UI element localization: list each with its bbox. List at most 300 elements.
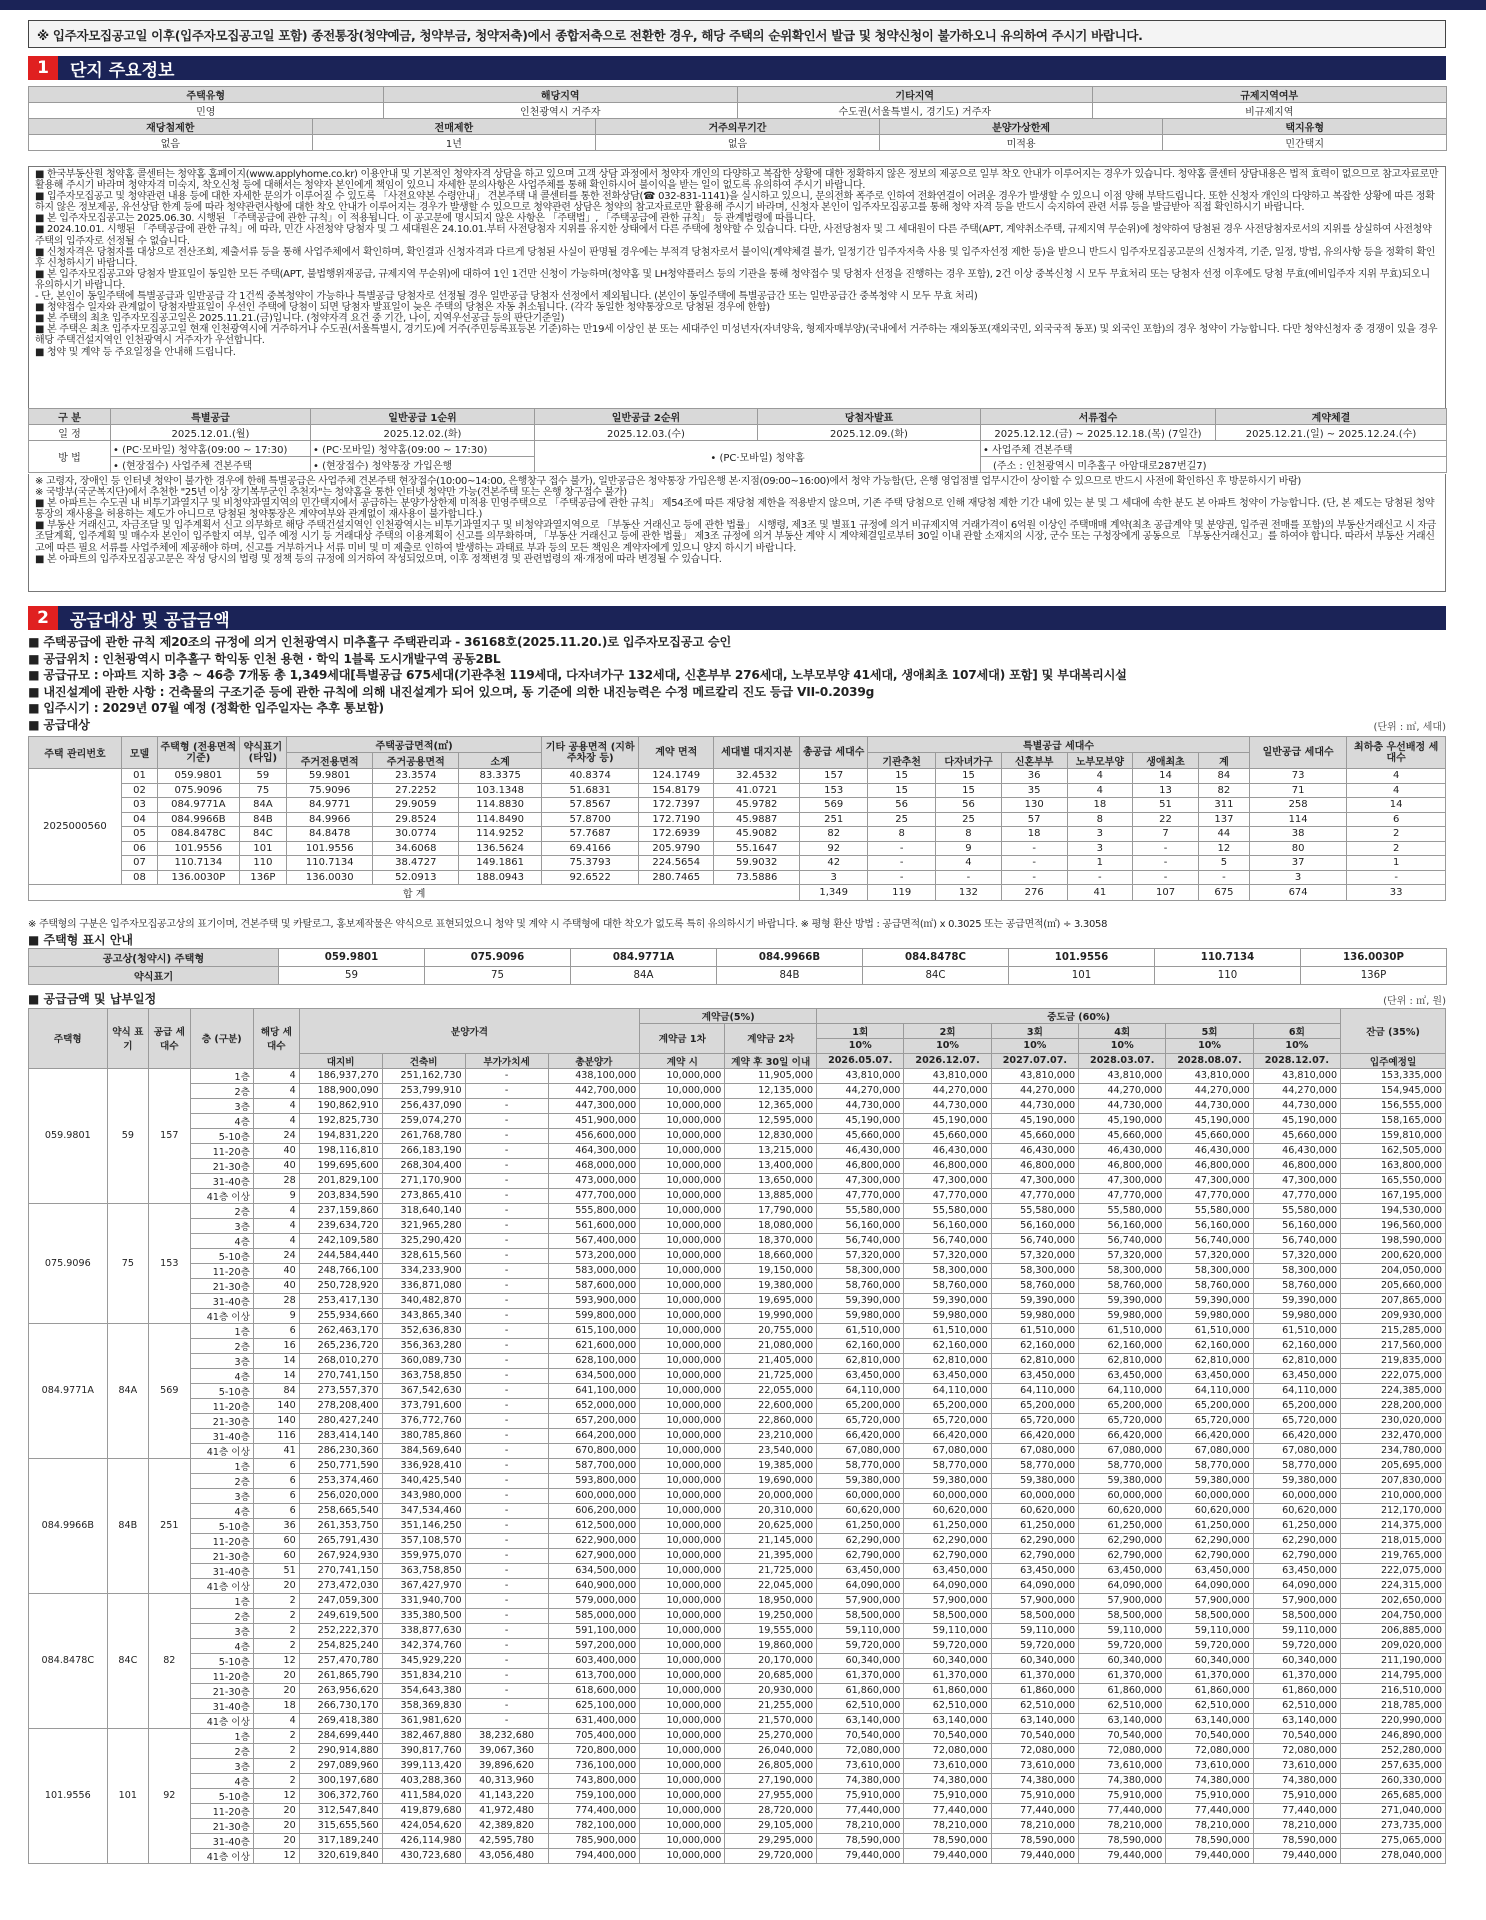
supply-cell: 188.0943 [459, 870, 542, 885]
deposit-1: 10,000,000 [640, 1173, 725, 1188]
info-value: 없음 [29, 135, 313, 151]
building-price: 367,427,970 [382, 1578, 465, 1593]
supply-cell: 172.7190 [639, 812, 714, 827]
supply-cell: 40.8374 [542, 769, 639, 784]
total-price: 591,100,000 [548, 1623, 640, 1638]
balance: 273,735,000 [1341, 1818, 1446, 1833]
land-price: 300,197,680 [299, 1773, 382, 1788]
mid-payment: 62,810,000 [1253, 1353, 1340, 1368]
mid-payment: 58,760,000 [1253, 1278, 1340, 1293]
balance: 275,065,000 [1341, 1833, 1446, 1848]
vat: - [465, 1473, 548, 1488]
supply-cell: 52.0913 [373, 870, 459, 885]
mid-payment: 58,760,000 [991, 1278, 1078, 1293]
mid-payment: 60,620,000 [904, 1503, 991, 1518]
total-price: 759,100,000 [548, 1788, 640, 1803]
mid-payment: 79,440,000 [1166, 1848, 1253, 1863]
mid-payment: 46,430,000 [1166, 1143, 1253, 1158]
balance: 260,330,000 [1341, 1773, 1446, 1788]
count: 2 [253, 1758, 299, 1773]
floor: 21-30층 [190, 1278, 253, 1293]
mid-payment: 63,450,000 [817, 1563, 904, 1578]
vat: - [465, 1458, 548, 1473]
floor: 31-40층 [190, 1293, 253, 1308]
deposit-1: 10,000,000 [640, 1608, 725, 1623]
table-row [29, 1143, 1446, 1158]
mid-payment: 62,290,000 [817, 1533, 904, 1548]
supply-cell: - [868, 870, 936, 885]
total-price: 743,800,000 [548, 1773, 640, 1788]
mid-payment: 63,450,000 [1253, 1368, 1340, 1383]
table-row [29, 1788, 1446, 1803]
balance: 210,000,000 [1341, 1488, 1446, 1503]
deposit-1: 10,000,000 [640, 1578, 725, 1593]
price-header: 3회 [991, 1024, 1078, 1039]
notice-bullet: ■ 청약 및 계약 등 주요일정을 안내해 드립니다. [35, 346, 236, 358]
mid-payment: 56,740,000 [904, 1233, 991, 1248]
deposit-1: 10,000,000 [640, 1818, 725, 1833]
count: 24 [253, 1128, 299, 1143]
supply-cell: 73 [1249, 769, 1346, 784]
deposit-1: 10,000,000 [640, 1158, 725, 1173]
supply-cell: 38.4727 [373, 856, 459, 871]
mid-payment: 44,730,000 [991, 1098, 1078, 1113]
deposit-2: 22,600,000 [725, 1398, 817, 1413]
supply-cell: 110.7134 [158, 856, 240, 871]
supply-header: 일반공급 세대수 [1249, 737, 1346, 769]
deposit-1: 10,000,000 [640, 1803, 725, 1818]
deposit-1: 10,000,000 [640, 1203, 725, 1218]
total-price: 670,800,000 [548, 1443, 640, 1458]
mid-payment: 78,210,000 [991, 1818, 1078, 1833]
deposit-1: 10,000,000 [640, 1068, 725, 1083]
supply-cell: 075.9096 [158, 783, 240, 798]
supply-cell: 44 [1198, 827, 1249, 842]
mid-payment: 46,800,000 [1253, 1158, 1340, 1173]
building-price: 343,980,000 [382, 1488, 465, 1503]
vat: - [465, 1263, 548, 1278]
deposit-2: 19,250,000 [725, 1608, 817, 1623]
table-row [29, 1068, 1446, 1083]
price-header: 2026.12.07. [904, 1053, 991, 1068]
mid-payment: 45,660,000 [991, 1128, 1078, 1143]
price-header: 주택형 [29, 1009, 108, 1069]
mid-payment: 57,320,000 [1253, 1248, 1340, 1263]
supply-cell: 59.9801 [287, 769, 373, 784]
mid-payment: 62,510,000 [1253, 1698, 1340, 1713]
price-units: 569 [149, 1323, 190, 1458]
deposit-1: 10,000,000 [640, 1653, 725, 1668]
mid-payment: 58,300,000 [1079, 1263, 1166, 1278]
mid-payment: 64,090,000 [1253, 1578, 1340, 1593]
supply-cell: 56 [936, 798, 1002, 813]
mid-payment: 78,590,000 [817, 1833, 904, 1848]
notice-bullet: ■ 본 아파트는 수도권 내 비투기과열지구 및 비청약과열지역의 민간택지에서 공급하는 분양가상한제 미적용 민영주택으로 「주택공급에 관한 규칙」 제54조에 따른 재당첨 제한을 적용받지 않으며, 기존 주택 당첨으로 인해 재당첨 제한 기간 내에 있는 분 및 그 세대에 속한 분도 본 아파트 청약이 가능합니다. (단, 본 제도는 당첨된 청약통장의 재사용을 허용하는 제도가 아니므로 당첨된 청약통장은 계약여부와 관계없이 재사용이 불가합니다.) [35, 498, 1435, 521]
balance: 216,510,000 [1341, 1683, 1446, 1698]
deposit-1: 10,000,000 [640, 1398, 725, 1413]
mid-payment: 74,380,000 [1166, 1773, 1253, 1788]
table-row [29, 1773, 1446, 1788]
mid-payment: 45,190,000 [1079, 1113, 1166, 1128]
deposit-1: 10,000,000 [640, 1188, 725, 1203]
supply-header: 모델 [121, 737, 157, 769]
table-row [29, 1743, 1446, 1758]
mid-payment: 44,730,000 [1079, 1098, 1166, 1113]
supply-cell: 137 [1198, 812, 1249, 827]
count: 18 [253, 1698, 299, 1713]
mid-payment: 43,810,000 [904, 1068, 991, 1083]
balance: 246,890,000 [1341, 1728, 1446, 1743]
mid-payment: 79,440,000 [904, 1848, 991, 1863]
mid-payment: 58,760,000 [1079, 1278, 1166, 1293]
deposit-1: 10,000,000 [640, 1683, 725, 1698]
mid-payment: 63,140,000 [991, 1713, 1078, 1728]
mid-payment: 61,510,000 [1253, 1323, 1340, 1338]
deposit-1: 10,000,000 [640, 1413, 725, 1428]
mid-payment: 59,380,000 [904, 1473, 991, 1488]
balance: 204,050,000 [1341, 1263, 1446, 1278]
total-cell: 674 [1249, 885, 1346, 901]
balance: 207,865,000 [1341, 1293, 1446, 1308]
mid-payment: 47,770,000 [1166, 1188, 1253, 1203]
deposit-1: 10,000,000 [640, 1773, 725, 1788]
table-row [29, 1533, 1446, 1548]
mid-payment: 44,270,000 [904, 1083, 991, 1098]
table-row [29, 1398, 1446, 1413]
mid-payment: 64,090,000 [1166, 1578, 1253, 1593]
mid-payment: 59,720,000 [991, 1638, 1078, 1653]
table-row [29, 1623, 1446, 1638]
supply-cell: 84B [239, 812, 287, 827]
price-header: 잔금 (35%) [1341, 1009, 1446, 1054]
mid-payment: 58,300,000 [1166, 1263, 1253, 1278]
vat: 39,067,360 [465, 1743, 548, 1758]
deposit-1: 10,000,000 [640, 1518, 725, 1533]
notice-bullet: ■ 본 아파트의 입주자모집공고문은 작성 당시의 법령 및 정책 등의 규정에 의거하여 작성되었으며, 이후 정책변경 및 관련법령의 재·개정에 따라 변경될 수 있습니다. [35, 553, 722, 565]
supply-cell: 12 [1198, 841, 1249, 856]
mid-payment: 56,160,000 [1079, 1218, 1166, 1233]
supply-cell: 08 [121, 870, 157, 885]
vat: - [465, 1188, 548, 1203]
type-short: 101 [1009, 967, 1155, 985]
mid-payment: 46,800,000 [904, 1158, 991, 1173]
supply-cell: 114.8830 [459, 798, 542, 813]
mid-payment: 75,910,000 [1079, 1788, 1166, 1803]
mid-payment: 62,790,000 [1166, 1548, 1253, 1563]
mid-payment: 46,800,000 [1079, 1158, 1166, 1173]
mid-payment: 60,620,000 [1166, 1503, 1253, 1518]
mid-payment: 62,810,000 [1166, 1353, 1253, 1368]
supply-cell: 02 [121, 783, 157, 798]
floor: 31-40층 [190, 1833, 253, 1848]
building-price: 268,304,400 [382, 1158, 465, 1173]
mid-payment: 55,580,000 [991, 1203, 1078, 1218]
balance: 153,335,000 [1341, 1068, 1446, 1083]
price-type: 101.9556 [29, 1728, 108, 1863]
mid-payment: 61,510,000 [1079, 1323, 1166, 1338]
total-price: 657,200,000 [548, 1413, 640, 1428]
supply-cell: 45.9782 [714, 798, 800, 813]
land-price: 194,831,220 [299, 1128, 382, 1143]
mid-payment: 65,200,000 [1253, 1398, 1340, 1413]
supply-cell: - [1198, 870, 1249, 885]
floor: 41층 이상 [190, 1713, 253, 1728]
mid-payment: 62,160,000 [1079, 1338, 1166, 1353]
building-price: 351,834,210 [382, 1668, 465, 1683]
deposit-2: 19,990,000 [725, 1308, 817, 1323]
supply-cell: 110.7134 [287, 856, 373, 871]
type-full: 084.9966B [717, 949, 863, 967]
mid-payment: 63,140,000 [1253, 1713, 1340, 1728]
count: 140 [253, 1398, 299, 1413]
top-bar [0, 0, 1486, 10]
mid-payment: 70,540,000 [1253, 1728, 1340, 1743]
deposit-1: 10,000,000 [640, 1293, 725, 1308]
total-price: 615,100,000 [548, 1323, 640, 1338]
floor: 31-40층 [190, 1428, 253, 1443]
deposit-1: 10,000,000 [640, 1428, 725, 1443]
table-row [29, 1698, 1446, 1713]
supply-header: 최하층 우선배정 세대수 [1347, 737, 1446, 769]
schedule-header: 계약체결 [1216, 409, 1447, 425]
deposit-1: 10,000,000 [640, 1383, 725, 1398]
mid-payment: 61,250,000 [904, 1518, 991, 1533]
total-price: 794,400,000 [548, 1848, 640, 1863]
table-row [29, 1278, 1446, 1293]
mid-payment: 56,740,000 [1166, 1233, 1253, 1248]
vat: - [465, 1368, 548, 1383]
mid-payment: 59,380,000 [817, 1473, 904, 1488]
mid-payment: 63,450,000 [1079, 1563, 1166, 1578]
price-table [28, 1008, 1446, 1864]
count: 20 [253, 1578, 299, 1593]
mid-payment: 62,790,000 [991, 1548, 1078, 1563]
mid-payment: 57,900,000 [904, 1593, 991, 1608]
mid-payment: 58,500,000 [904, 1608, 991, 1623]
deposit-2: 19,385,000 [725, 1458, 817, 1473]
mid-payment: 59,980,000 [1079, 1308, 1166, 1323]
building-price: 384,569,640 [382, 1443, 465, 1458]
supply-cell: 41.0721 [714, 783, 800, 798]
total-price: 464,300,000 [548, 1143, 640, 1158]
mid-payment: 66,420,000 [1253, 1428, 1340, 1443]
supply-cell: 38 [1249, 827, 1346, 842]
supply-cell: 114 [1249, 812, 1346, 827]
type-full: 101.9556 [1009, 949, 1155, 967]
supply-cell: 71 [1249, 783, 1346, 798]
mid-payment: 59,110,000 [1253, 1623, 1340, 1638]
mid-payment: 65,720,000 [1166, 1413, 1253, 1428]
balance: 167,195,000 [1341, 1188, 1446, 1203]
count: 20 [253, 1833, 299, 1848]
mid-payment: 59,110,000 [817, 1623, 904, 1638]
supply-cell: 15 [868, 769, 936, 784]
section-number: 1 [28, 56, 58, 80]
deposit-1: 10,000,000 [640, 1848, 725, 1863]
supply-cell: - [1133, 870, 1199, 885]
balance: 218,015,000 [1341, 1533, 1446, 1548]
supply-cell: 136.0030P [158, 870, 240, 885]
price-header: 2028.03.07. [1079, 1053, 1166, 1068]
price-header: 10% [991, 1039, 1078, 1054]
supply-cell: 172.6939 [639, 827, 714, 842]
total-price: 613,700,000 [548, 1668, 640, 1683]
table-row [29, 1353, 1446, 1368]
mid-payment: 44,270,000 [1079, 1083, 1166, 1098]
mid-payment: 62,160,000 [991, 1338, 1078, 1353]
deposit-1: 10,000,000 [640, 1218, 725, 1233]
deposit-1: 10,000,000 [640, 1788, 725, 1803]
mid-payment: 73,610,000 [991, 1758, 1078, 1773]
table-row [29, 1113, 1446, 1128]
info-header: 택지유형 [1163, 119, 1447, 135]
price-short: 101 [107, 1728, 148, 1863]
price-units: 157 [149, 1068, 190, 1203]
notice-bullet: ■ 2024.10.01. 시행된 「주택공급에 관한 규칙」에 따라, 민간 사전청약 당첨자 및 그 세대원은 24.10.01.부터 사전당첨자 지위를 유지한 상태에서 다른 주택에 청약할 수 있습니다. 다만, 사전당첨자 및 그 세대원이 다른 주택(APT, 계약취소주택, 규제지역 무순위)에 청약하여 당첨된 경우 사전당첨자로서의 지위를 상실하여 사전청약 주택의 입주자로 선정될 수 없습니다. [35, 224, 1432, 247]
supply-cell: 84.9966 [287, 812, 373, 827]
mid-payment: 59,720,000 [817, 1638, 904, 1653]
supply-note: ※ 주택형의 구분은 입주자모집공고상의 표기이며, 견본주택 및 카탈로그, 홍보제작물은 약식으로 표현되었으니 청약 및 계약 시 주택형에 대한 착오가 없도록 특히 유의하시기 바랍니다. ※ 평형 환산 방법 : 공급면적(㎡) x 0.3025 또는 공급면적(㎡) ÷ 3.3058 [28, 919, 1108, 930]
mid-payment: 64,110,000 [904, 1383, 991, 1398]
supply-cell: 1 [1347, 856, 1446, 871]
building-price: 399,113,420 [382, 1758, 465, 1773]
mid-payment: 60,000,000 [817, 1488, 904, 1503]
mid-payment: 60,000,000 [1166, 1488, 1253, 1503]
mid-payment: 67,080,000 [1166, 1443, 1253, 1458]
supply-cell: 8 [936, 827, 1002, 842]
mid-payment: 66,420,000 [817, 1428, 904, 1443]
notice-bullet: ※ 국방부(국군복지단)에서 추천한 "25년 이상 장기복무군인 추천자"는 청약홈을 통한 인터넷 청약만 가능(견본주택 또는 은행 창구접수 불가) [35, 487, 627, 499]
table-row [29, 1473, 1446, 1488]
table-row [29, 1338, 1446, 1353]
price-header: 분양가격 [299, 1009, 640, 1054]
mid-payment: 58,770,000 [817, 1458, 904, 1473]
mid-payment: 62,510,000 [1166, 1698, 1253, 1713]
mid-payment: 46,430,000 [904, 1143, 991, 1158]
deposit-1: 10,000,000 [640, 1458, 725, 1473]
notice-bullet: ■ 본 입주자모집공고는 2025.06.30. 시행된 「주택공급에 관한 규칙」이 적용됩니다. 이 공고문에 명시되지 않은 사항은 「주택법」, 「주택공급에 관한 규칙」 등 관계법령에 따릅니다. [35, 213, 816, 225]
mid-payment: 57,900,000 [1166, 1593, 1253, 1608]
total-price: 641,100,000 [548, 1383, 640, 1398]
mid-payment: 47,300,000 [817, 1173, 904, 1188]
deposit-1: 10,000,000 [640, 1323, 725, 1338]
building-price: 256,437,090 [382, 1098, 465, 1113]
mid-payment: 61,370,000 [904, 1668, 991, 1683]
vat: - [465, 1068, 548, 1083]
building-price: 251,162,730 [382, 1068, 465, 1083]
mid-payment: 47,300,000 [1079, 1173, 1166, 1188]
count: 20 [253, 1803, 299, 1818]
deposit-1: 10,000,000 [640, 1278, 725, 1293]
deposit-2: 18,660,000 [725, 1248, 817, 1263]
mid-payment: 72,080,000 [1166, 1743, 1253, 1758]
vat: - [465, 1578, 548, 1593]
mid-payment: 59,390,000 [1166, 1293, 1253, 1308]
mid-payment: 65,200,000 [904, 1398, 991, 1413]
mid-payment: 61,370,000 [991, 1668, 1078, 1683]
supply-cell: 01 [121, 769, 157, 784]
mid-payment: 58,300,000 [817, 1263, 904, 1278]
mid-payment: 61,370,000 [1079, 1668, 1166, 1683]
total-price: 621,600,000 [548, 1338, 640, 1353]
price-header: 6회 [1253, 1024, 1340, 1039]
mid-payment: 64,110,000 [1253, 1383, 1340, 1398]
mid-payment: 63,140,000 [904, 1713, 991, 1728]
mid-payment: 75,910,000 [1166, 1788, 1253, 1803]
schedule-header: 일반공급 2순위 [535, 409, 758, 425]
total-price: 625,100,000 [548, 1698, 640, 1713]
mid-payment: 60,340,000 [991, 1653, 1078, 1668]
mid-payment: 72,080,000 [1079, 1743, 1166, 1758]
supply-cell: 57.8700 [542, 812, 639, 827]
mid-payment: 60,000,000 [1253, 1488, 1340, 1503]
deposit-2: 19,860,000 [725, 1638, 817, 1653]
mid-payment: 45,190,000 [1253, 1113, 1340, 1128]
table-row [29, 1308, 1446, 1323]
table-row [29, 1383, 1446, 1398]
supply-cell: 84.8478 [287, 827, 373, 842]
vat: 41,972,480 [465, 1803, 548, 1818]
vat: - [465, 1533, 548, 1548]
deposit-2: 18,080,000 [725, 1218, 817, 1233]
floor: 21-30층 [190, 1413, 253, 1428]
mid-payment: 75,910,000 [1253, 1788, 1340, 1803]
count: 9 [253, 1308, 299, 1323]
count: 84 [253, 1383, 299, 1398]
building-price: 259,074,270 [382, 1113, 465, 1128]
total-label: 합 계 [29, 885, 800, 901]
building-price: 376,772,760 [382, 1413, 465, 1428]
supply-cell: 75.9096 [287, 783, 373, 798]
notice-bullets-2 [28, 474, 1446, 592]
supply-cell: - [1001, 870, 1067, 885]
count: 12 [253, 1653, 299, 1668]
floor: 21-30층 [190, 1683, 253, 1698]
supply-cell: 3 [1249, 870, 1346, 885]
mid-payment: 72,080,000 [817, 1743, 904, 1758]
count: 20 [253, 1683, 299, 1698]
supply-subheader: 신혼부부 [1001, 753, 1067, 769]
balance: 163,800,000 [1341, 1158, 1446, 1173]
deposit-2: 21,145,000 [725, 1533, 817, 1548]
price-header: 2027.07.07. [991, 1053, 1078, 1068]
deposit-1: 10,000,000 [640, 1533, 725, 1548]
total-cell: 675 [1198, 885, 1249, 901]
price-header: 10% [1253, 1039, 1340, 1054]
count: 40 [253, 1143, 299, 1158]
count: 2 [253, 1728, 299, 1743]
deposit-2: 12,135,000 [725, 1083, 817, 1098]
table-row [29, 1728, 1446, 1743]
deposit-1: 10,000,000 [640, 1623, 725, 1638]
balance: 214,375,000 [1341, 1518, 1446, 1533]
land-price: 315,655,560 [299, 1818, 382, 1833]
mid-payment: 73,610,000 [1166, 1758, 1253, 1773]
mid-payment: 78,210,000 [1079, 1818, 1166, 1833]
mid-payment: 63,450,000 [904, 1368, 991, 1383]
balance: 232,470,000 [1341, 1428, 1446, 1443]
deposit-2: 26,040,000 [725, 1743, 817, 1758]
supply-cell: 7 [1133, 827, 1199, 842]
supply-cell: 57 [1001, 812, 1067, 827]
supply-cell: 101.9556 [287, 841, 373, 856]
deposit-1: 10,000,000 [640, 1098, 725, 1113]
total-price: 597,200,000 [548, 1638, 640, 1653]
balance: 159,810,000 [1341, 1128, 1446, 1143]
total-price: 573,200,000 [548, 1248, 640, 1263]
type-full: 084.8478C [863, 949, 1009, 967]
notice-bullet: ■ 청약접수 일자와 관계없이 당첨자발표일이 우선인 주택에 당첨이 되면 당첨자 발표일이 늦은 주택의 당첨은 자동 취소됩니다. (각각 동일한 청약통장으로 당첨된 경우에 한함) [35, 302, 770, 314]
